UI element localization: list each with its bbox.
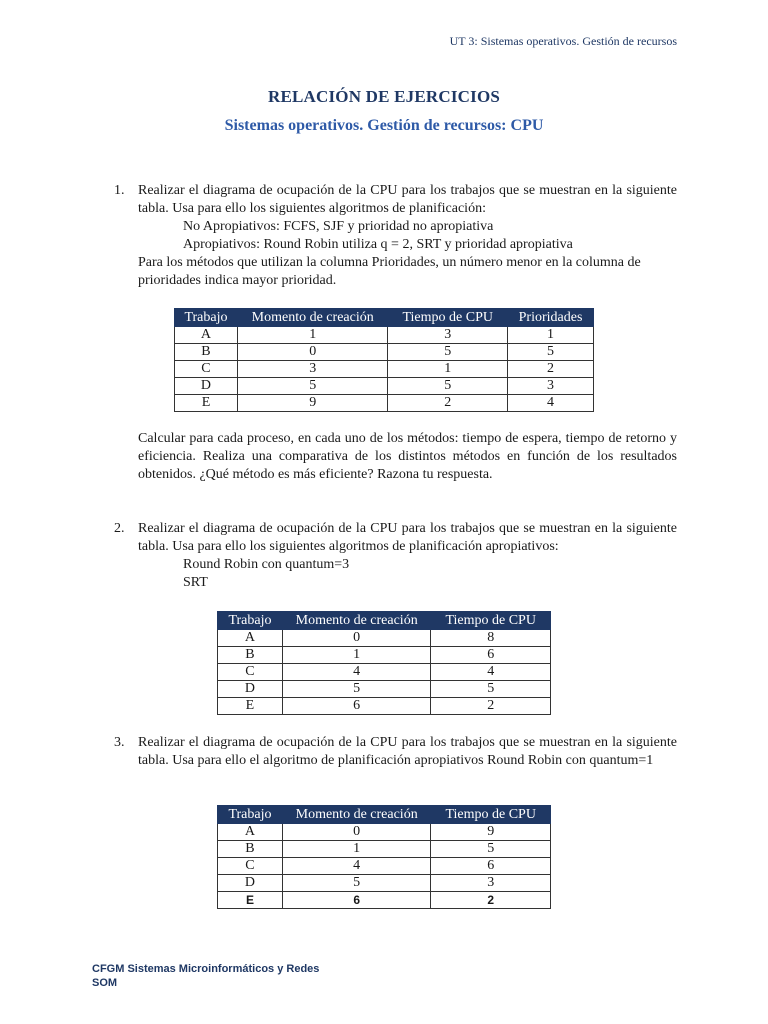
table-cell: 1: [237, 327, 388, 344]
table-cell: 6: [431, 647, 551, 664]
column-header: Tiempo de CPU: [431, 612, 551, 630]
table-cell: B: [175, 344, 238, 361]
table-header-row: [218, 612, 551, 630]
algorithm-line: Round Robin con quantum=3: [183, 557, 350, 572]
table-cell: 0: [282, 824, 430, 841]
table-header-row: [175, 309, 594, 327]
table-cell: C: [218, 664, 283, 681]
table-cell: 4: [282, 858, 430, 875]
column-header: Tiempo de CPU: [431, 806, 551, 824]
table-row: [218, 681, 551, 698]
exercise-1-outro: [114, 430, 677, 484]
table-cell: A: [175, 327, 238, 344]
table-cell: D: [175, 378, 238, 395]
page-title: RELACIÓN DE EJERCICIOS: [267, 87, 501, 106]
table-cell: 6: [282, 698, 430, 715]
column-header: Trabajo: [218, 806, 283, 824]
jobs-table-2: [217, 611, 551, 715]
table-row: [175, 395, 594, 412]
table-cell: 2: [508, 361, 594, 378]
table-cell: C: [175, 361, 238, 378]
exercise-intro: Realizar el diagrama de ocupación de la CPU para los trabajos que se muestran en la siguiente tabla. Usa para ello el algoritmo de planificación apropiativos Round Robin con quantum=1: [138, 735, 677, 768]
exercise-1: [114, 182, 677, 290]
table-cell: E: [218, 892, 283, 909]
table-row: [218, 698, 551, 715]
table-cell: 5: [282, 681, 430, 698]
column-header: Prioridades: [508, 309, 594, 327]
table-cell: 8: [431, 630, 551, 647]
footer-module: SOM: [92, 977, 118, 989]
table-cell: 2: [431, 892, 551, 909]
table-cell: 3: [508, 378, 594, 395]
table-cell: 5: [431, 841, 551, 858]
table-row: [218, 841, 551, 858]
exercise-number: 2.: [114, 521, 125, 536]
table-cell: E: [175, 395, 238, 412]
table-cell: 4: [508, 395, 594, 412]
table-row: [175, 344, 594, 361]
column-header: Trabajo: [175, 309, 238, 327]
table-cell: 3: [237, 361, 388, 378]
table-row: [218, 647, 551, 664]
table-cell: 1: [282, 841, 430, 858]
table-cell: 1: [388, 361, 508, 378]
table-cell: 3: [431, 875, 551, 892]
table-header-row: [218, 806, 551, 824]
table-cell: 1: [282, 647, 430, 664]
table-cell: 6: [282, 892, 430, 909]
footer-course: CFGM Sistemas Microinformáticos y Redes: [92, 963, 320, 975]
table-cell: 0: [282, 630, 430, 647]
table-row: [175, 378, 594, 395]
table-cell: 5: [431, 681, 551, 698]
table-cell: 1: [508, 327, 594, 344]
exercise-outro: Calcular para cada proceso, en cada uno de los métodos: tiempo de espera, tiempo de retorno y eficiencia. Realiza una comparativa de los distintos métodos en función de los resultados obtenidos. ¿Qué método es más eficiente? Razona tu respuesta.: [138, 431, 677, 482]
algorithm-line: Apropiativos: Round Robin utiliza q = 2, SRT y prioridad apropiativa: [183, 237, 573, 252]
exercise-intro: Realizar el diagrama de ocupación de la CPU para los trabajos que se muestran en la siguiente tabla. Usa para ello los siguientes algoritmos de planificación apropiativos:: [138, 521, 677, 554]
table-cell: 4: [282, 664, 430, 681]
table-cell: 5: [388, 344, 508, 361]
exercise-note: Para los métodos que utilizan la columna Prioridades, un número menor en la columna de prioridades indica mayor prioridad.: [138, 255, 641, 288]
table-row: [218, 892, 551, 909]
table-cell: 0: [237, 344, 388, 361]
page-subtitle: Sistemas operativos. Gestión de recursos: CPU: [224, 117, 544, 134]
table-cell: 2: [388, 395, 508, 412]
exercise-3: [114, 734, 677, 770]
jobs-table-1: [174, 308, 594, 412]
table-row: [175, 327, 594, 344]
table-cell: A: [218, 630, 283, 647]
table-cell: 4: [431, 664, 551, 681]
algorithm-line: No Apropiativos: FCFS, SJF y prioridad no apropiativa: [183, 219, 494, 234]
table-cell: B: [218, 841, 283, 858]
table-cell: B: [218, 647, 283, 664]
table-cell: A: [218, 824, 283, 841]
algorithm-line: SRT: [183, 575, 208, 590]
table-cell: 5: [508, 344, 594, 361]
table-cell: 5: [237, 378, 388, 395]
table-cell: D: [218, 875, 283, 892]
page-header: UT 3: Sistemas operativos. Gestión de recursos: [449, 34, 677, 48]
exercise-number: 1.: [114, 183, 125, 198]
table-cell: C: [218, 858, 283, 875]
table-cell: 6: [431, 858, 551, 875]
table-cell: 9: [237, 395, 388, 412]
column-header: Trabajo: [218, 612, 283, 630]
table-row: [218, 875, 551, 892]
table-row: [175, 361, 594, 378]
table-cell: 5: [388, 378, 508, 395]
column-header: Momento de creación: [282, 612, 430, 630]
exercise-2: [114, 520, 677, 592]
column-header: Tiempo de CPU: [388, 309, 508, 327]
table-row: [218, 824, 551, 841]
table-row: [218, 858, 551, 875]
table-cell: 2: [431, 698, 551, 715]
table-cell: 3: [388, 327, 508, 344]
table-cell: 9: [431, 824, 551, 841]
table-cell: E: [218, 698, 283, 715]
table-row: [218, 664, 551, 681]
table-row: [218, 630, 551, 647]
column-header: Momento de creación: [237, 309, 388, 327]
column-header: Momento de creación: [282, 806, 430, 824]
table-cell: 5: [282, 875, 430, 892]
jobs-table-3: [217, 805, 551, 909]
table-cell: D: [218, 681, 283, 698]
exercise-intro: Realizar el diagrama de ocupación de la CPU para los trabajos que se muestran en la siguiente tabla. Usa para ello los siguientes algoritmos de planificación:: [138, 183, 677, 216]
exercise-number: 3.: [114, 735, 125, 750]
page-footer: [92, 962, 319, 990]
